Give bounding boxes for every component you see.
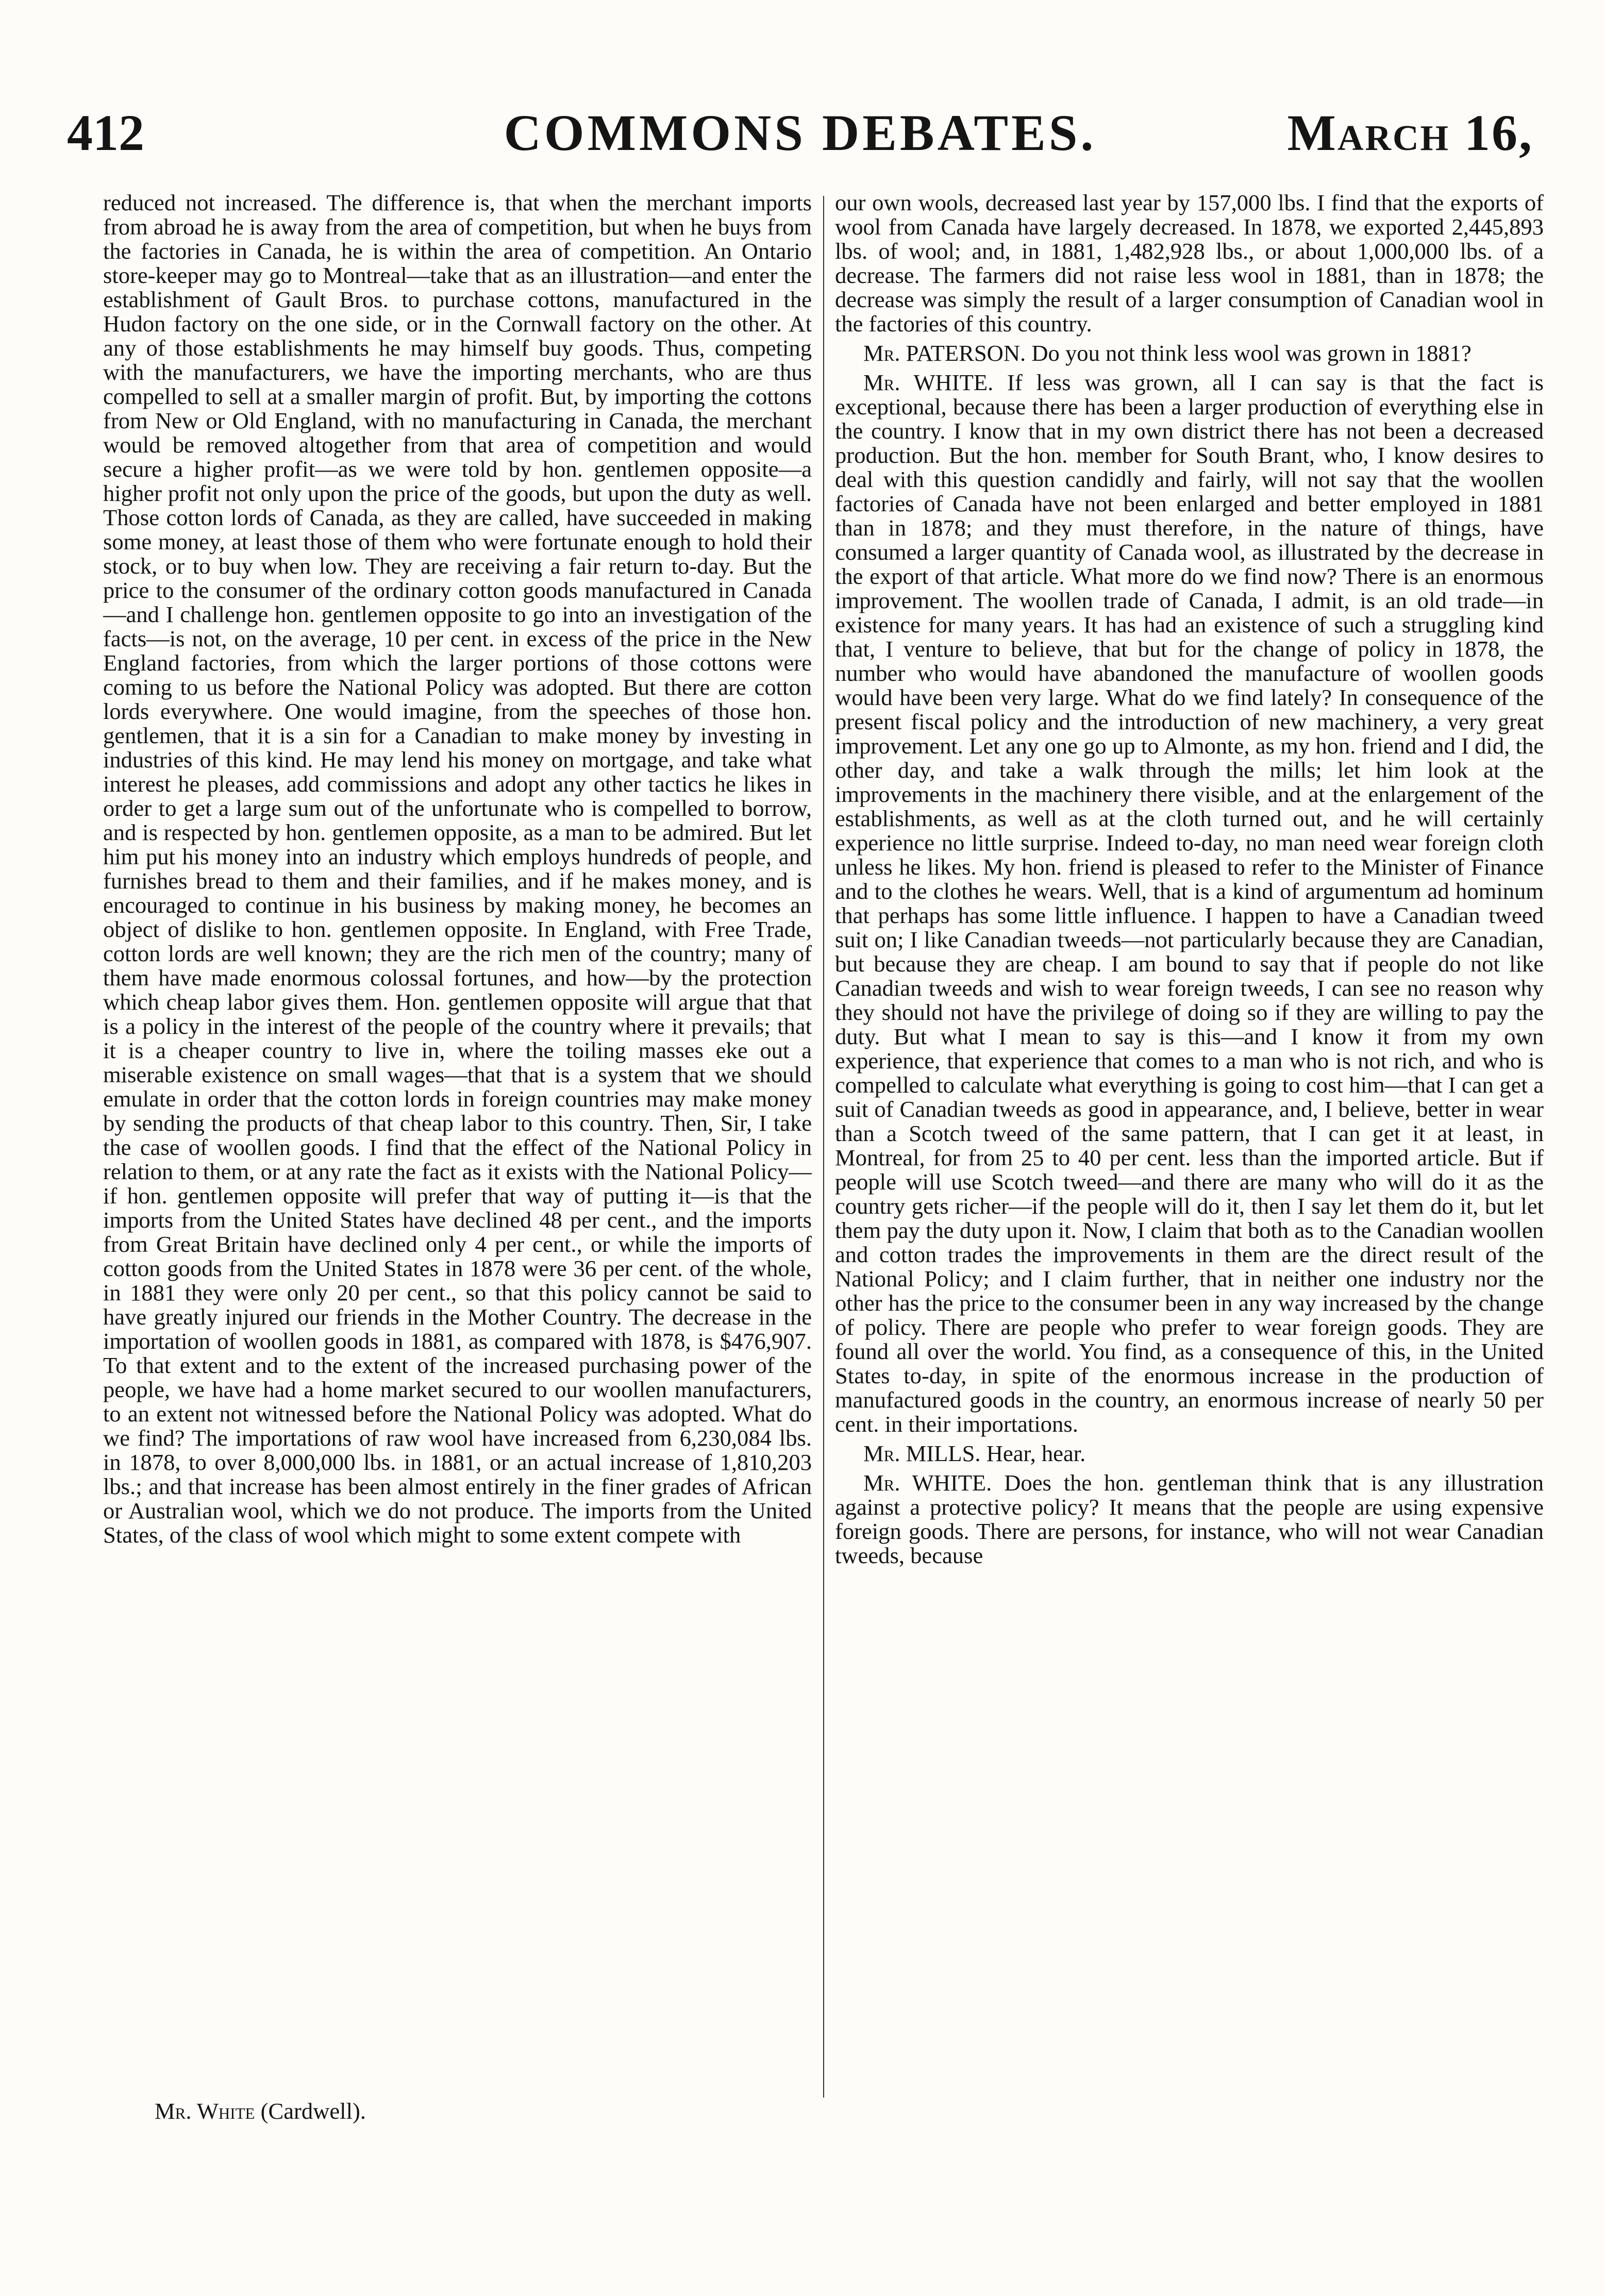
speaker-name: Mr. MILLS.: [863, 1440, 981, 1466]
footer-riding: (Cardwell).: [260, 2098, 366, 2124]
speech-paragraph: [835, 1471, 1544, 1568]
page-date: March 16,: [1287, 104, 1533, 161]
left-paragraph: reduced not increased. The difference is, that when the merchant imports from abroad he is away from the area of competition, but when he buys from the factories in Canada, he is within the area of competition. An Ontario store-keeper may go to Montreal—take that as an illustration—and enter the establishment of Gault Bros. to purchase cottons, manufactured in the Hudon factory on the one side, or in the Cornwall factory on the other. At any of those establishments he may himself buy goods. Thus, competing with the manufacturers, we have the importing merchants, who are thus compelled to sell at a smaller margin of profit. But, by importing the cottons from New or Old England, with no manufacturing in Canada, the merchant would be removed altogether from that area of competition and would secure a higher profit—as we were told by hon. gentlemen opposite—a higher profit not only upon the price of the goods, but upon the duty as well. Those cotton lords of Canada, as they are called, have succeeded in making some money, at least those of them who were fortunate enough to hold their stock, or to buy when low. They are receiving a fair return to-day. But the price to the consumer of the ordinary cotton goods manufactured in Canada—and I challenge hon. gentlemen opposite to go into an investigation of the facts—is not, on the average, 10 per cent. in excess of the price in the New England factories, from which the larger portions of those cottons were coming to us before the National Policy was adopted. But there are cotton lords everywhere. One would imagine, from the speeches of those hon. gentlemen, that it is a sin for a Canadian to make money by investing in industries of this kind. He may lend his money on mortgage, and take what interest he pleases, add commissions and adopt any other tactics he likes in order to get a large sum out of the unfortunate who is compelled to borrow, and is respected by hon. gentlemen opposite, as a man to be admired. But let him put his money into an industry which employs hundreds of people, and furnishes bread to them and their families, and if he makes money, and is encouraged to continue in his business by making money, he becomes an object of dislike to hon. gentlemen opposite. In England, with Free Trade, cotton lords are well known; they are the rich men of the country; many of them have made enormous colossal fortunes, and how—by the protection which cheap labor gives them. Hon. gentlemen opposite will argue that that is a policy in the interest of the people of the country where it prevails; that it is a cheaper country to live in, where the toiling masses eke out a miserable existence on small wages—that that is a system that we should emulate in order that the cotton lords in foreign countries may make money by sending the products of that cheap labor to this country. Then, Sir, I take the case of woollen goods. I find that the effect of the National Policy in relation to them, or at any rate the fact as it exists with the National Policy—if hon. gentlemen opposite will prefer that way of putting it—is that the imports from the United States have declined 48 per cent., and the imports from Great Britain have declined only 4 per cent., or while the imports of cotton goods from the United States in 1878 were 36 per cent. of the whole, in 1881 they were only 20 per cent., so that this policy cannot be said to have greatly injured our friends in the Mother Country. The decrease in the importation of woollen goods in 1881, as compared with 1878, is $476,907. To that extent and to the extent of the increased purchasing power of the people, we have had a home market secured to our woollen manufacturers, to an extent not witnessed before the National Policy was adopted. What do we find? The importations of raw wool have increased from 6,230,084 lbs. in 1878, to over 8,000,000 lbs. in 1881, or an actual increase of 1,810,203 lbs.; and that increase has been almost entirely in the finer grades of African or Australian wool, which we do not produce. The imports from the United States, of the class of wool which might to some extent compete with: [103, 191, 812, 1548]
speech-text: If less was grown, all I can say is that the fact is exceptional, because there has been a larger production of everything else in the country. I know that in my own district there has not been a decreased production. But the hon. member for South Brant, who, I know desires to deal with this question candidly and fairly, will not say that the woollen factories of Canada have not been enlarged and better employed in 1881 than in 1878; and they must therefore, in the nature of things, have consumed a larger quantity of Canada wool, as illustrated by the decrease in the export of that article. What more do we find now? There is an enormous improvement. The woollen trade of Canada, I admit, is an old trade—in existence for many years. It has had an existence of such a struggling kind that, I venture to believe, that but for the change of policy in 1878, the number who would have abandoned the manufacture of woollen goods would have been very large. What do we find lately? In consequence of the present fiscal policy and the introduction of new machinery, a very great improvement. Let any one go up to Almonte, as my hon. friend and I did, the other day, and take a walk through the mills; let him look at the improvements in the machinery there visible, and at the enlargement of the establishments, as well as at the cloth turned out, and he will certainly experience no little surprise. Indeed to-day, no man need wear foreign cloth unless he likes. My hon. friend is pleased to refer to the Minister of Finance and to the clothes he wears. Well, that is a kind of argumentum ad hominum that perhaps has some little influence. I happen to have a Canadian tweed suit on; I like Canadian tweeds—not particularly because they are Canadian, but because they are cheap. I am bound to say that if people do not like Canadian tweeds and wish to wear foreign tweeds, I can see no reason why they should not have the privilege of doing so if they are willing to pay the duty. But what I mean to say is this—and I know it from my own experience, that experience that comes to a man who is not rich, and who is compelled to calculate what everything is going to cost him—that I can get a suit of Canadian tweeds as good in appearance, and, I believe, better in wear than a Scotch tweed of the same pattern, that I can get it at least, in Montreal, for from 25 to 40 per cent. less than the imported article. But if people will use Scotch tweed—and there are many who will do it as the country gets richer—if the people will do it, then I say let them do it, but let them pay the duty upon it. Now, I claim that both as to the Canadian woollen and cotton trades the improvements in them are the direct result of the National Policy; and I claim further, that in neither one industry nor the other has the price to the consumer been in any way increased by the change of policy. There are people who prefer to wear foreign goods. They are found all over the world. You find, as a consequence of this, in the United States to-day, in spite of the enormous increase in the production of manufactured goods in the country, an enormous increase of nearly 50 per cent. in their importations.: [835, 370, 1544, 1437]
speech-paragraph: [835, 371, 1544, 1436]
speech-text: Does the hon. gentleman think that is any illustration against a protective policy? It means that the people are using expensive foreign goods. There are persons, for instance, who will not wear Canadian tweeds, because: [835, 1470, 1544, 1568]
page-footer: [155, 2098, 366, 2124]
page-header: [67, 103, 1533, 160]
column-divider: [823, 196, 824, 2098]
paragraph-text: our own wools, decreased last year by 157,000 lbs. I find that the exports of wool from Canada have largely decreased. In 1878, we exported 2,445,893 lbs. of wool; and, in 1881, 1,482,928 lbs., or about 1,000,000 lbs. of a decrease. The farmers did not raise less wool in 1881, than in 1878; the decrease was simply the result of a larger consumption of Canadian wool in the factories of this country.: [835, 191, 1544, 337]
left-column: [103, 191, 812, 2092]
right-paragraph: [835, 191, 1544, 336]
right-column: [835, 191, 1544, 2092]
page-title: COMMONS DEBATES.: [504, 104, 1097, 161]
speaker-name: Mr. PATERSON.: [863, 340, 1026, 366]
speaker-name: Mr. WHITE.: [863, 370, 994, 395]
speaker-name: Mr. WHITE.: [863, 1470, 992, 1496]
page-number: 412: [67, 104, 144, 161]
speech-text: Do you not think less wool was grown in 1881?: [1031, 340, 1472, 366]
footer-speaker: Mr. White: [155, 2098, 255, 2124]
speech-paragraph: [835, 1442, 1544, 1466]
speech-text: Hear, hear.: [986, 1440, 1086, 1466]
speech-paragraph: [835, 341, 1544, 365]
